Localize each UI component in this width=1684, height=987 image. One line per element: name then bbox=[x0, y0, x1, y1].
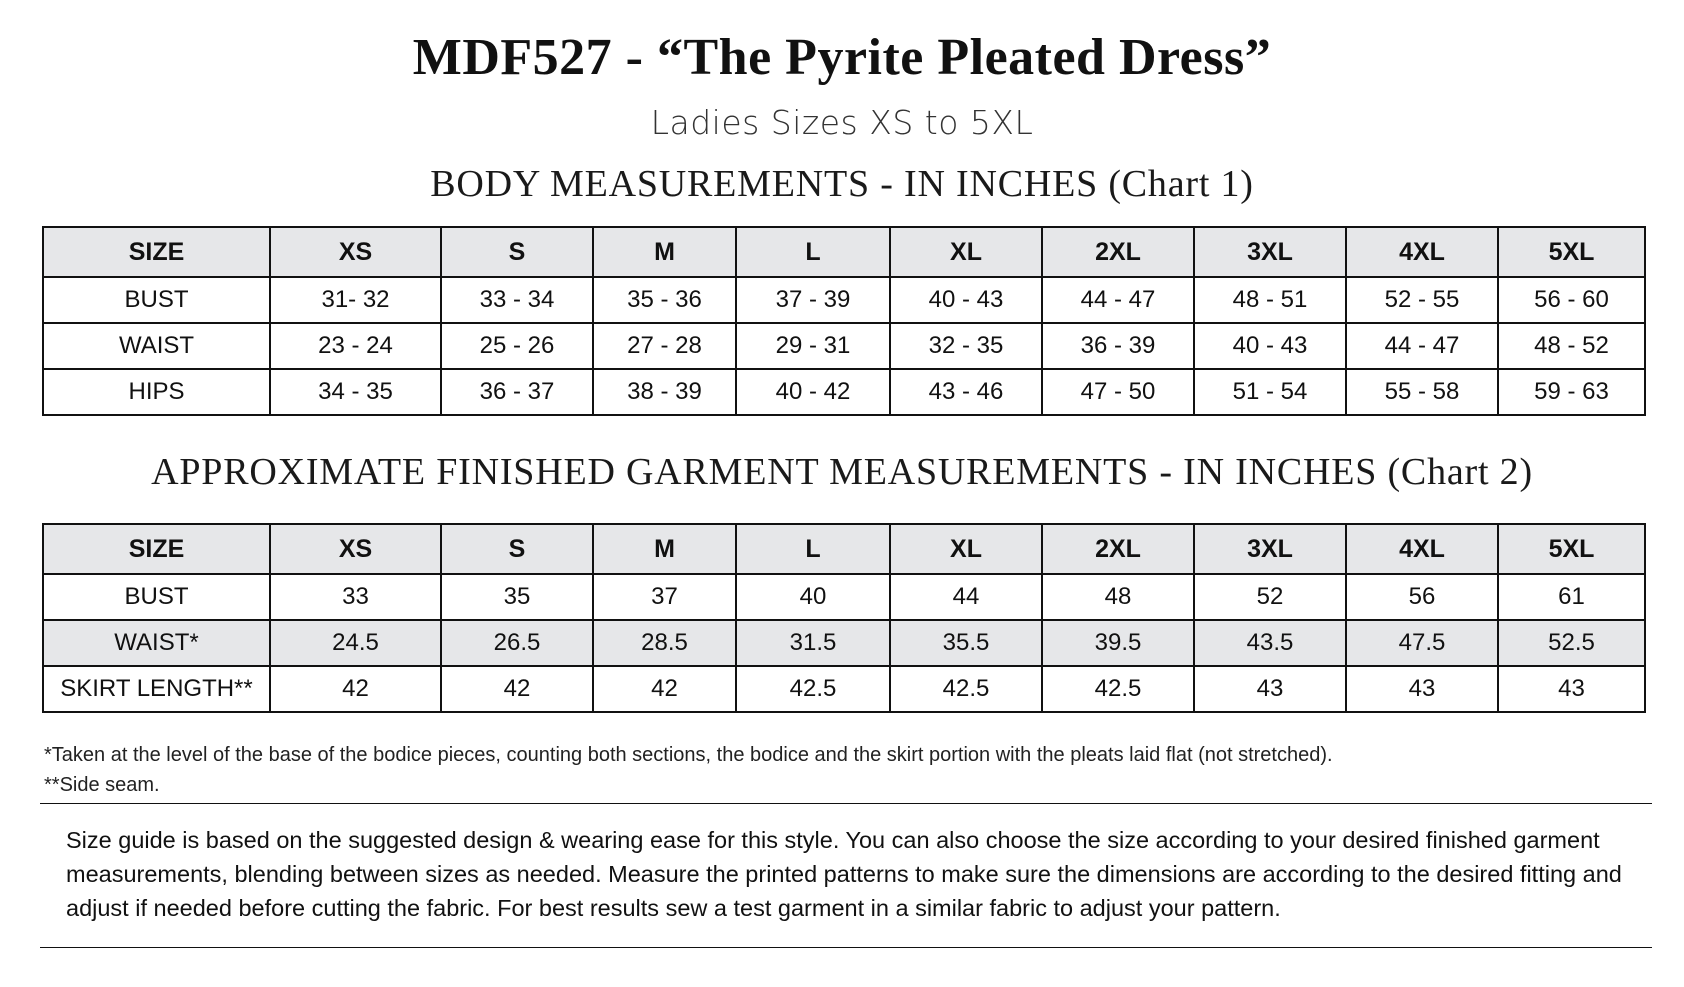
row-label: BUST bbox=[43, 277, 270, 323]
table-cell: 48 bbox=[1042, 574, 1194, 620]
column-header: 4XL bbox=[1346, 227, 1498, 277]
table-cell: 40 - 43 bbox=[1194, 323, 1346, 369]
column-header: XL bbox=[890, 524, 1042, 574]
column-header: 2XL bbox=[1042, 524, 1194, 574]
table-cell: 44 - 47 bbox=[1346, 323, 1498, 369]
table-cell: 43 - 46 bbox=[890, 369, 1042, 415]
table-cell: 48 - 51 bbox=[1194, 277, 1346, 323]
table-row bbox=[43, 620, 1645, 666]
table-cell: 35 bbox=[441, 574, 593, 620]
table-cell: 37 - 39 bbox=[736, 277, 890, 323]
table-cell: 31- 32 bbox=[270, 277, 441, 323]
column-header: 5XL bbox=[1498, 227, 1645, 277]
column-header: S bbox=[441, 227, 593, 277]
table-cell: 36 - 39 bbox=[1042, 323, 1194, 369]
table-cell: 23 - 24 bbox=[270, 323, 441, 369]
table-cell: 52 bbox=[1194, 574, 1346, 620]
table-cell: 38 - 39 bbox=[593, 369, 736, 415]
row-label: WAIST* bbox=[43, 620, 270, 666]
table-cell: 29 - 31 bbox=[736, 323, 890, 369]
column-header: L bbox=[736, 227, 890, 277]
column-header: 3XL bbox=[1194, 227, 1346, 277]
column-header: XS bbox=[270, 227, 441, 277]
table-cell: 43 bbox=[1346, 666, 1498, 712]
size-guide-note: Size guide is based on the suggested design & wearing ease for this style. You can also choose the size according to your desired finished garment measurements, blending between sizes as needed. Measure the printed patterns to make sure the dimensions are according to the desired fitting and adjust if needed before cutting the fabric. For best results sew a test garment in a similar fabric to adjust your pattern. bbox=[66, 827, 1622, 921]
table-cell: 47 - 50 bbox=[1042, 369, 1194, 415]
column-header: SIZE bbox=[43, 227, 270, 277]
footnote-skirt-length: **Side seam. bbox=[44, 774, 160, 796]
table-cell: 52 - 55 bbox=[1346, 277, 1498, 323]
column-header: SIZE bbox=[43, 524, 270, 574]
table-header-row bbox=[43, 524, 1645, 574]
table-cell: 56 bbox=[1346, 574, 1498, 620]
table-cell: 42 bbox=[593, 666, 736, 712]
column-header: XS bbox=[270, 524, 441, 574]
page-title: MDF527 - “The Pyrite Pleated Dress” bbox=[412, 29, 1272, 86]
column-header: S bbox=[441, 524, 593, 574]
column-header: 3XL bbox=[1194, 524, 1346, 574]
table-cell: 44 bbox=[890, 574, 1042, 620]
table-cell: 43 bbox=[1194, 666, 1346, 712]
chart2-heading: APPROXIMATE FINISHED GARMENT MEASUREMENTS - IN INCHES (Chart 2) bbox=[151, 451, 1533, 493]
row-label: SKIRT LENGTH** bbox=[43, 666, 270, 712]
body-measurements-table bbox=[42, 226, 1646, 416]
table-cell: 24.5 bbox=[270, 620, 441, 666]
table-cell: 51 - 54 bbox=[1194, 369, 1346, 415]
row-label: WAIST bbox=[43, 323, 270, 369]
table-cell: 56 - 60 bbox=[1498, 277, 1645, 323]
table-cell: 35 - 36 bbox=[593, 277, 736, 323]
table-cell: 26.5 bbox=[441, 620, 593, 666]
table-cell: 37 bbox=[593, 574, 736, 620]
table-cell: 52.5 bbox=[1498, 620, 1645, 666]
table-cell: 40 - 42 bbox=[736, 369, 890, 415]
table-cell: 35.5 bbox=[890, 620, 1042, 666]
table-cell: 27 - 28 bbox=[593, 323, 736, 369]
table-cell: 44 - 47 bbox=[1042, 277, 1194, 323]
column-header: XL bbox=[890, 227, 1042, 277]
table-cell: 36 - 37 bbox=[441, 369, 593, 415]
column-header: M bbox=[593, 524, 736, 574]
table-row bbox=[43, 666, 1645, 712]
table-cell: 33 - 34 bbox=[441, 277, 593, 323]
table-row bbox=[43, 574, 1645, 620]
table-row bbox=[43, 369, 1645, 415]
table-cell: 40 bbox=[736, 574, 890, 620]
table-cell: 55 - 58 bbox=[1346, 369, 1498, 415]
table-cell: 43 bbox=[1498, 666, 1645, 712]
table-cell: 39.5 bbox=[1042, 620, 1194, 666]
table-cell: 40 - 43 bbox=[890, 277, 1042, 323]
row-label: BUST bbox=[43, 574, 270, 620]
chart1-heading: BODY MEASUREMENTS - IN INCHES (Chart 1) bbox=[430, 163, 1254, 205]
page-subtitle: Ladies Sizes XS to 5XL bbox=[650, 103, 1034, 142]
row-label: HIPS bbox=[43, 369, 270, 415]
table-header-row bbox=[43, 227, 1645, 277]
column-header: 5XL bbox=[1498, 524, 1645, 574]
table-cell: 28.5 bbox=[593, 620, 736, 666]
table-cell: 34 - 35 bbox=[270, 369, 441, 415]
divider bbox=[40, 803, 1652, 804]
table-cell: 31.5 bbox=[736, 620, 890, 666]
table-cell: 61 bbox=[1498, 574, 1645, 620]
table-cell: 32 - 35 bbox=[890, 323, 1042, 369]
table-cell: 42 bbox=[441, 666, 593, 712]
table-cell: 33 bbox=[270, 574, 441, 620]
table-cell: 42.5 bbox=[890, 666, 1042, 712]
finished-garment-table bbox=[42, 523, 1646, 713]
table-cell: 42.5 bbox=[1042, 666, 1194, 712]
divider bbox=[40, 947, 1652, 948]
table-cell: 59 - 63 bbox=[1498, 369, 1645, 415]
table-row bbox=[43, 277, 1645, 323]
table-cell: 48 - 52 bbox=[1498, 323, 1645, 369]
table-row bbox=[43, 323, 1645, 369]
table-cell: 43.5 bbox=[1194, 620, 1346, 666]
column-header: 4XL bbox=[1346, 524, 1498, 574]
table-cell: 42.5 bbox=[736, 666, 890, 712]
table-cell: 25 - 26 bbox=[441, 323, 593, 369]
column-header: M bbox=[593, 227, 736, 277]
footnote-waist: *Taken at the level of the base of the bodice pieces, counting both sections, the bodice and the skirt portion with the pleats laid flat (not stretched). bbox=[44, 744, 1333, 766]
column-header: L bbox=[736, 524, 890, 574]
column-header: 2XL bbox=[1042, 227, 1194, 277]
table-cell: 42 bbox=[270, 666, 441, 712]
table-cell: 47.5 bbox=[1346, 620, 1498, 666]
